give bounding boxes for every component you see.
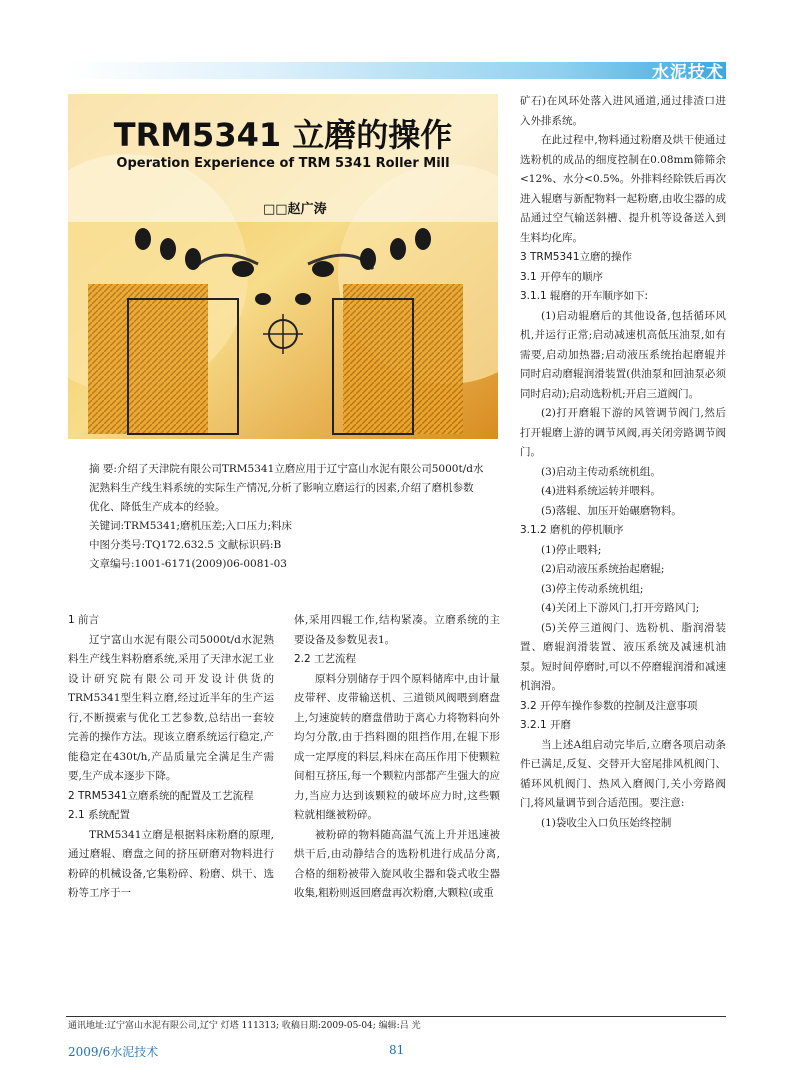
footer-divider <box>66 1016 726 1017</box>
body-paragraph: 矿石)在风环处落入进风通道,通过排渣口进入外排系统。 <box>520 95 726 127</box>
list-item: (3)启动主传动系统机组。 <box>541 465 661 478</box>
keywords: 关键词:TRM5341;磨机压差;入口压力;料床 <box>89 520 293 532</box>
body-paragraph: TRM5341立磨是根据料床粉磨的原理,通过磨辊、磨盘之间的挤压研磨对物料进行粉碎的机械设备,它集粉碎、粉磨、烘干、选粉等工序于一 <box>68 828 274 899</box>
list-item: (4)关闭上下游风门,打开旁路风门; <box>541 602 700 614</box>
list-item: (5)落辊、加压开始碾磨物料。 <box>541 504 682 517</box>
abstract-summary: 摘 要:介绍了天津院有限公司TRM5341立磨应用于辽宁富山水泥有限公司5000t/d水泥熟料生产线生料系统的实际生产情况,分析了影响立磨运行的因素,介绍了磨机参数优化、降低生产成本的经验。 <box>89 463 484 513</box>
list-item: (1)停止喂料; <box>541 543 602 556</box>
list-item: (2)打开磨辊下游的风管调节阀门,然后打开辊磨上游的调节风阀,再关闭旁路调节阀门。 <box>520 407 726 458</box>
list-item: (2)启动液压系统抬起磨辊; <box>541 563 665 575</box>
header-bar <box>66 62 726 79</box>
list-item: (3)停主传动系统机组; <box>541 582 644 595</box>
subsection-heading: 2.2 工艺流程 <box>294 653 357 665</box>
list-item: (5)关停三道阀门、选粉机、脂润滑装置、磨辊润滑装置、液压系统及减速机油泵。短时间停磨时,可以不停磨辊润滑和减速机润滑。 <box>520 621 726 692</box>
text-column-3 <box>520 92 726 833</box>
journal-header-title: 水泥技术 <box>652 63 724 83</box>
list-item: (4)进料系统运转并喂料。 <box>541 485 661 497</box>
section-heading: 2 TRM5341立磨系统的配置及工艺流程 <box>68 789 254 802</box>
subsection-heading: 2.1 系统配置 <box>68 809 131 821</box>
abstract-block <box>89 460 484 574</box>
page-number: 81 <box>389 1043 405 1057</box>
classification-number: 中图分类号:TQ172.632.5 文献标识码:B <box>89 539 282 551</box>
list-item: (1)袋收尘入口负压始终控制 <box>541 816 672 829</box>
text-column-1 <box>68 611 274 904</box>
article-number: 文章编号:1001-6171(2009)06-0081-03 <box>89 558 287 570</box>
body-paragraph: 当上述A组启动完毕后,立磨各项启动条件已满足,反复、交替开大窑尾排风机阀门、循环风机阀门、热风入磨阀门,关小旁路阀门,将风量调节到合适范围。要注意: <box>520 738 726 809</box>
subsection-heading: 3.1.2 磨机的停机顺序 <box>520 524 624 536</box>
article-subtitle: Operation Experience of TRM 5341 Roller Mill <box>116 156 450 171</box>
subsection-heading: 3.1 开停车的顺序 <box>520 270 604 283</box>
section-heading: 1 前言 <box>68 614 100 626</box>
hero-illustration <box>68 94 498 439</box>
body-paragraph: 原料分别储存于四个原料储库中,由计量皮带秤、皮带输送机、三道锁风阀喂到磨盘上,匀速旋转的磨盘借助于离心力将物料向外均匀分散,由于挡料圈的阻挡作用,在辊下形成一定厚度的料层,料床在高压作用下使颗粒间相互挤压,每一个颗粒内部都产生强大的应力,当应力达到该颗粒的破坏应力时,这些颗粒就相继被粉碎。 <box>294 672 500 821</box>
subsection-heading: 3.1.1 辊磨的开车顺序如下: <box>520 290 649 302</box>
body-paragraph: 被粉碎的物料随高温气流上升并迅速被烘干后,由动静结合的选粉机进行成品分离,合格的细粉被带入旋风收尘器和袋式收尘器收集,粗粉则返回磨盘再次粉磨,大颗粒(或重 <box>294 828 500 899</box>
text-column-2 <box>294 611 500 904</box>
body-paragraph: 在此过程中,物料通过粉磨及烘干使通过选粉机的成品的细度控制在0.08mm筛筛余<12%、水分<0.5%。外排料经除铁后再次进入辊磨与新配物料一起粉磨,由收尘器的成品通过空气输送斜槽、提升机等设备送入到生料均化库。 <box>520 134 726 244</box>
footer-correspondence-note: 通讯地址:辽宁富山水泥有限公司,辽宁 灯塔 111313; 收稿日期:2009-05-04; 编辑:吕 光 <box>68 1021 421 1031</box>
footer-journal-issue: 2009/6水泥技术 <box>68 1045 159 1059</box>
body-paragraph: 体,采用四辊工作,结构紧凑。立磨系统的主要设备及参数见表1。 <box>294 614 500 646</box>
article-title: TRM5341 立磨的操作 <box>113 116 453 154</box>
subsection-heading: 3.2 开停车操作参数的控制及注意事项 <box>520 699 698 712</box>
article-author: □□赵广涛 <box>263 202 327 217</box>
section-heading: 3 TRM5341立磨的操作 <box>520 251 633 263</box>
subsection-heading: 3.2.1 开磨 <box>520 719 572 731</box>
body-paragraph: 辽宁富山水泥有限公司5000t/d水泥熟料生产线生料粉磨系统,采用了天津水泥工业设计研究院有限公司开发设计供货的TRM5341型生料立磨,经过近半年的生产运行,不断摸索与优化工艺参数,总结出一套较完善的操作方法。现该立磨系统运行稳定,产能稳定在430t/h,产品质量完全满足生产需要,生产成本逐步下降。 <box>68 633 274 782</box>
list-item: (1)启动辊磨后的其他设备,包括循环风机,并运行正常;启动减速机高低压油泵,如有需要,启动加热器;启动液压系统抬起磨辊并同时启动磨辊润滑装置(供油泵和回油泵必须同时启动);启动选粉机;开启三道阀门。 <box>520 309 726 400</box>
